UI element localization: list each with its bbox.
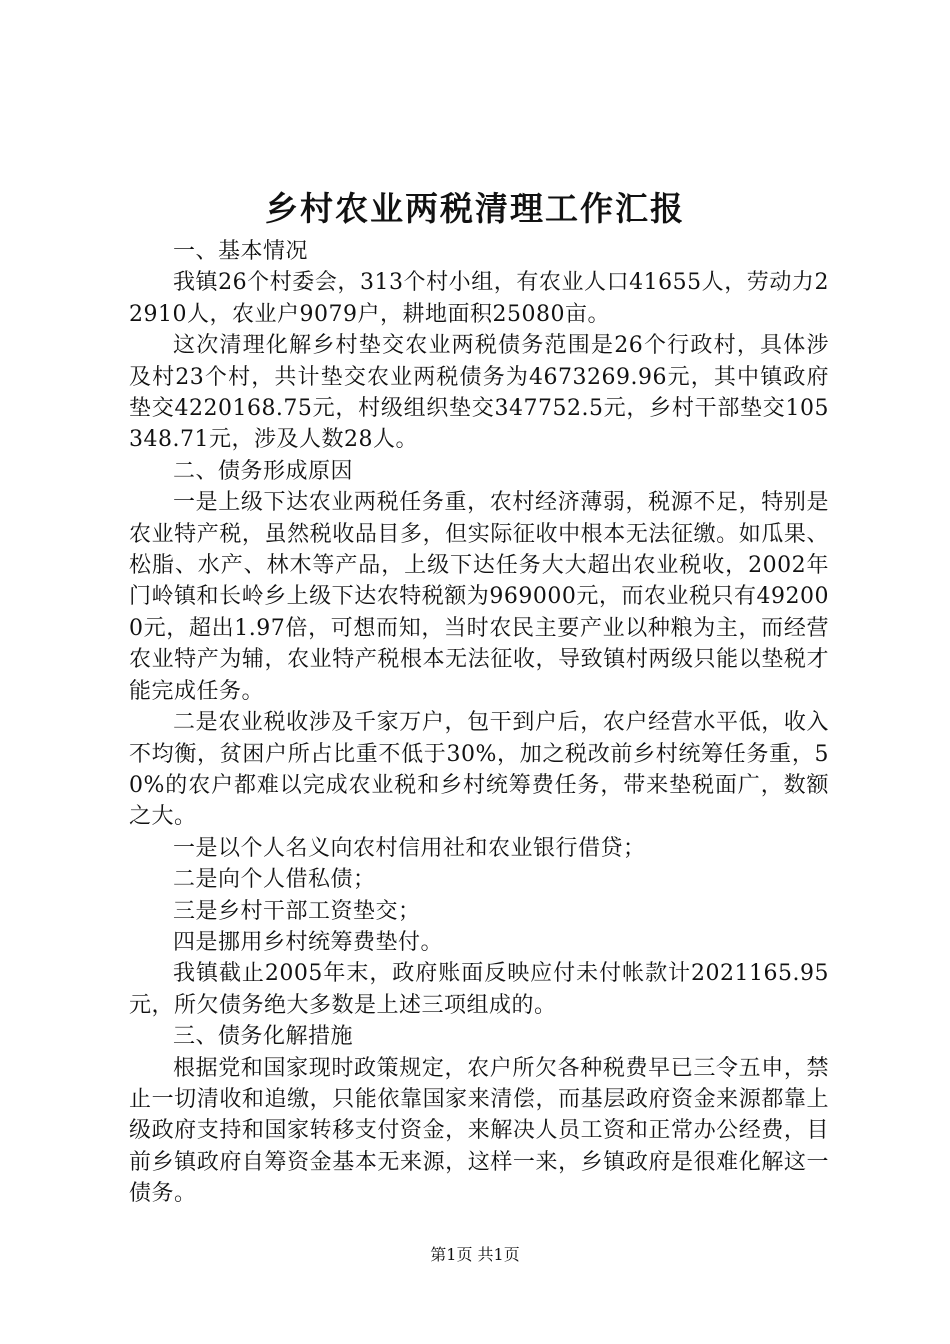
paragraph-debt-scope: 这次清理化解乡村垫交农业两税债务范围是26个行政村，具体涉及村23个村，共计垫交农业两税债务为4673269.96元，其中镇政府垫交4220168.75元，村级组织垫交347752.5元，乡村干部垫交105348.71元，涉及人数28人。 xyxy=(129,333,829,453)
list-item-source-two: 二是向个人借私债； xyxy=(173,867,376,893)
document-body xyxy=(129,236,829,1210)
document-title: 乡村农业两税清理工作汇报 xyxy=(265,189,685,228)
list-item-source-three: 三是乡村干部工资垫交； xyxy=(173,898,421,924)
paragraph-cause-two: 二是农业税收涉及千家万户，包干到户后，农户经营水平低，收入不均衡，贫困户所占比重不低于30%，加之税改前乡村统筹任务重，50%的农户都难以完成农业税和乡村统筹费任务，带来垫税面广，数额之大。 xyxy=(129,710,829,830)
list-item-source-one: 一是以个人名义向农村信用社和农业银行借贷； xyxy=(173,835,646,861)
list-item-source-four: 四是挪用乡村统筹费垫付。 xyxy=(173,929,444,955)
paragraph-cause-one: 一是上级下达农业两税任务重，农村经济薄弱，税源不足，特别是农业特产税，虽然税收品目多，但实际征收中根本无法征缴。如瓜果、松脂、水产、林木等产品，上级下达任务大大超出农业税收，2002年门岭镇和长岭乡上级下达农特税额为969000元，而农业税只有492000元，超出1.97倍，可想而知，当时农民主要产业以种粮为主，而经营农业特产为辅，农业特产税根本无法征收，导致镇村两级只能以垫税才能完成任务。 xyxy=(129,490,829,704)
page-footer: 第1页 共1页 xyxy=(430,1245,520,1264)
section-heading-resolution-measures: 三、债务化解措施 xyxy=(173,1024,354,1050)
section-heading-basic-situation: 一、基本情况 xyxy=(173,239,309,264)
section-heading-debt-causes: 二、债务形成原因 xyxy=(173,458,354,484)
paragraph-town-statistics: 我镇26个村委会，313个村小组，有农业人口41655人，劳动力22910人，农业户9079户，耕地面积25080亩。 xyxy=(129,270,829,327)
paragraph-resolution: 根据党和国家现时政策规定，农户所欠各种税费早已三令五申，禁止一切清收和追缴，只能依靠国家来清偿，而基层政府资金来源都靠上级政府支持和国家转移支付资金，来解决人员工资和正常办公经费，目前乡镇政府自筹资金基本无来源，这样一来，乡镇政府是很难化解这一债务。 xyxy=(129,1055,829,1207)
paragraph-accounts-payable: 我镇截止2005年末，政府账面反映应付未付帐款计2021165.95元，所欠债务绝大多数是上述三项组成的。 xyxy=(129,961,829,1018)
